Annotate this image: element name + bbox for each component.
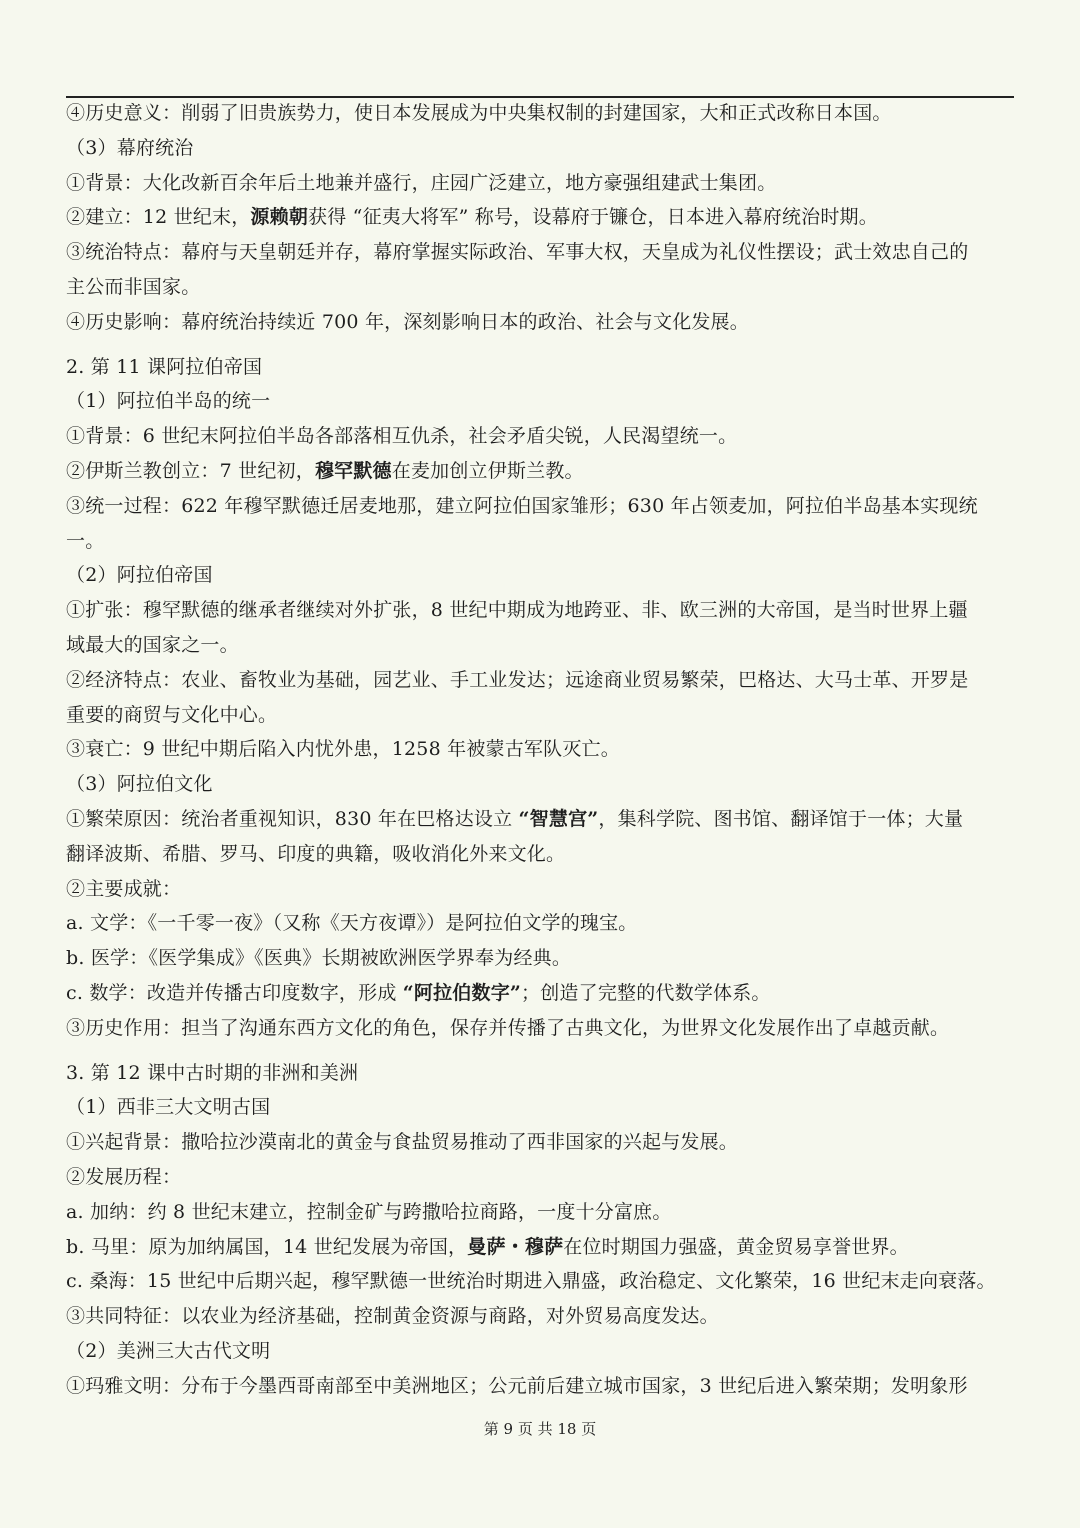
text-segment: ③衰亡：9 世纪中期后陷入内忧外患，1258 年被蒙古军队灭亡。: [66, 738, 620, 761]
text-line: [66, 906, 1014, 941]
text-segment: ②伊斯兰教创立：7 世纪初，: [66, 459, 315, 482]
document-body: [66, 96, 1014, 1403]
text-line: [66, 1334, 1014, 1369]
text-line: [66, 1090, 1014, 1125]
text-segment: ②建立：12 世纪末，: [66, 206, 251, 229]
text-line: [66, 732, 1014, 767]
text-line: [66, 1195, 1014, 1230]
text-line: [66, 1125, 1014, 1160]
text-segment: ③历史作用：担当了沟通东西方文化的角色，保存并传播了古典文化，为世界文化发展作出了卓越贡献。: [66, 1016, 950, 1039]
text-segment: 获得 “征夷大将军” 称号，设幕府于镰仓，日本进入幕府统治时期。: [308, 206, 878, 229]
text-segment: b. 马里：原为加纳属国，14 世纪发展为帝国，: [66, 1235, 468, 1258]
bold-term: “阿拉伯数字”: [402, 981, 522, 1004]
text-segment: （1）阿拉伯半岛的统一: [66, 390, 271, 413]
text-segment: ①背景：大化改新百余年后土地兼并盛行，庄园广泛建立，地方豪强组建武士集团。: [66, 171, 777, 194]
text-segment: ①兴起背景：撒哈拉沙漠南北的黄金与食盐贸易推动了西非国家的兴起与发展。: [66, 1131, 739, 1154]
text-line: [66, 698, 1014, 733]
text-line: [66, 1230, 1014, 1265]
text-line: [66, 1011, 1014, 1046]
text-segment: 一。: [66, 529, 105, 552]
text-segment: 翻译波斯、希腊、罗马、印度的典籍，吸收消化外来文化。: [66, 842, 566, 865]
text-segment: ④历史影响：幕府统治持续近 700 年，深刻影响日本的政治、社会与文化发展。: [66, 310, 749, 333]
text-segment: （2）美洲三大古代文明: [66, 1339, 271, 1362]
text-segment: 重要的商贸与文化中心。: [66, 703, 278, 726]
text-segment: 在位时期国力强盛，黄金贸易享誉世界。: [563, 1235, 909, 1258]
text-line: [66, 96, 1014, 131]
bold-term: “智慧宫”: [518, 807, 599, 830]
text-segment: ②发展历程：: [66, 1165, 182, 1188]
text-segment: ，集科学院、图书馆、翻译馆于一体；大量: [598, 807, 964, 830]
text-segment: 在麦加创立伊斯兰教。: [391, 459, 584, 482]
text-segment: a. 文学：《一千零一夜》（又称《天方夜谭》）是阿拉伯文学的瑰宝。: [66, 912, 638, 935]
text-segment: （2）阿拉伯帝国: [66, 564, 213, 587]
text-segment: ②经济特点：农业、畜牧业为基础，园艺业、手工业发达；远途商业贸易繁荣，巴格达、大马士革、开罗是: [66, 668, 969, 691]
text-line: [66, 1056, 1014, 1091]
text-segment: ③统一过程：622 年穆罕默德迁居麦地那，建立阿拉伯国家雏形；630 年占领麦加，阿拉伯半岛基本实现统: [66, 494, 978, 517]
text-line: [66, 1264, 1014, 1299]
text-line: [66, 489, 1014, 524]
text-segment: （1）西非三大文明古国: [66, 1096, 271, 1119]
text-line: [66, 350, 1014, 385]
text-line: [66, 131, 1014, 166]
text-line: [66, 663, 1014, 698]
text-segment: ①繁荣原因：统治者重视知识，830 年在巴格达设立: [66, 807, 519, 830]
text-line: [66, 419, 1014, 454]
text-segment: ②主要成就：: [66, 877, 182, 900]
text-segment: 2. 第 11 课阿拉伯帝国: [66, 355, 263, 378]
text-segment: ④历史意义：削弱了旧贵族势力，使日本发展成为中央集权制的封建国家，大和正式改称日本国。: [66, 102, 892, 124]
text-segment: b. 医学：《医学集成》《医典》长期被欧洲医学界奉为经典。: [66, 947, 572, 970]
text-segment: a. 加纳：约 8 世纪末建立，控制金矿与跨撒哈拉商路，一度十分富庶。: [66, 1200, 672, 1223]
text-segment: （3）幕府统治: [66, 136, 194, 159]
text-line: [66, 802, 1014, 837]
text-line: [66, 1299, 1014, 1334]
text-segment: ③统治特点：幕府与天皇朝廷并存，幕府掌握实际政治、军事大权，天皇成为礼仪性摆设；武士效忠自己的: [66, 241, 969, 264]
text-line: [66, 200, 1014, 235]
text-line: [66, 837, 1014, 872]
page-footer: 第 9 页 共 18 页: [483, 1420, 597, 1438]
text-line: [66, 558, 1014, 593]
bold-term: 穆罕默德: [314, 459, 392, 482]
text-line: [66, 976, 1014, 1011]
text-line: [66, 593, 1014, 628]
text-line: [66, 524, 1014, 559]
text-segment: ①玛雅文明：分布于今墨西哥南部至中美洲地区；公元前后建立城市国家，3 世纪后进入繁荣期；发明象形: [66, 1374, 968, 1397]
text-line: [66, 166, 1014, 201]
text-line: [66, 1160, 1014, 1195]
text-line: [66, 872, 1014, 907]
text-segment: ；创造了完整的代数学体系。: [521, 981, 771, 1004]
text-line: [66, 454, 1014, 489]
text-segment: ①背景：6 世纪末阿拉伯半岛各部落相互仇杀，社会矛盾尖锐，人民渴望统一。: [66, 425, 738, 448]
text-line: [66, 384, 1014, 419]
text-line: [66, 235, 1014, 270]
text-segment: 域最大的国家之一。: [66, 633, 239, 656]
text-line: [66, 941, 1014, 976]
text-segment: ③共同特征：以农业为经济基础，控制黄金资源与商路，对外贸易高度发达。: [66, 1305, 719, 1328]
text-segment: c. 数学：改造并传播古印度数字，形成: [66, 981, 403, 1004]
text-line: [66, 270, 1014, 305]
bold-term: 曼萨・穆萨: [467, 1235, 564, 1258]
text-line: [66, 767, 1014, 802]
text-segment: 3. 第 12 课中古时期的非洲和美洲: [66, 1061, 359, 1084]
text-line: [66, 628, 1014, 663]
text-line: [66, 305, 1014, 340]
text-segment: ①扩张：穆罕默德的继承者继续对外扩张，8 世纪中期成为地跨亚、非、欧三洲的大帝国，是当时世界上疆: [66, 599, 968, 622]
text-segment: 主公而非国家。: [66, 275, 201, 298]
text-segment: c. 桑海：15 世纪中后期兴起，穆罕默德一世统治时期进入鼎盛，政治稳定、文化繁荣，16 世纪末走向衰落。: [66, 1270, 996, 1293]
text-segment: （3）阿拉伯文化: [66, 773, 213, 796]
text-line: [66, 1369, 1014, 1404]
bold-term: 源赖朝: [250, 206, 309, 229]
